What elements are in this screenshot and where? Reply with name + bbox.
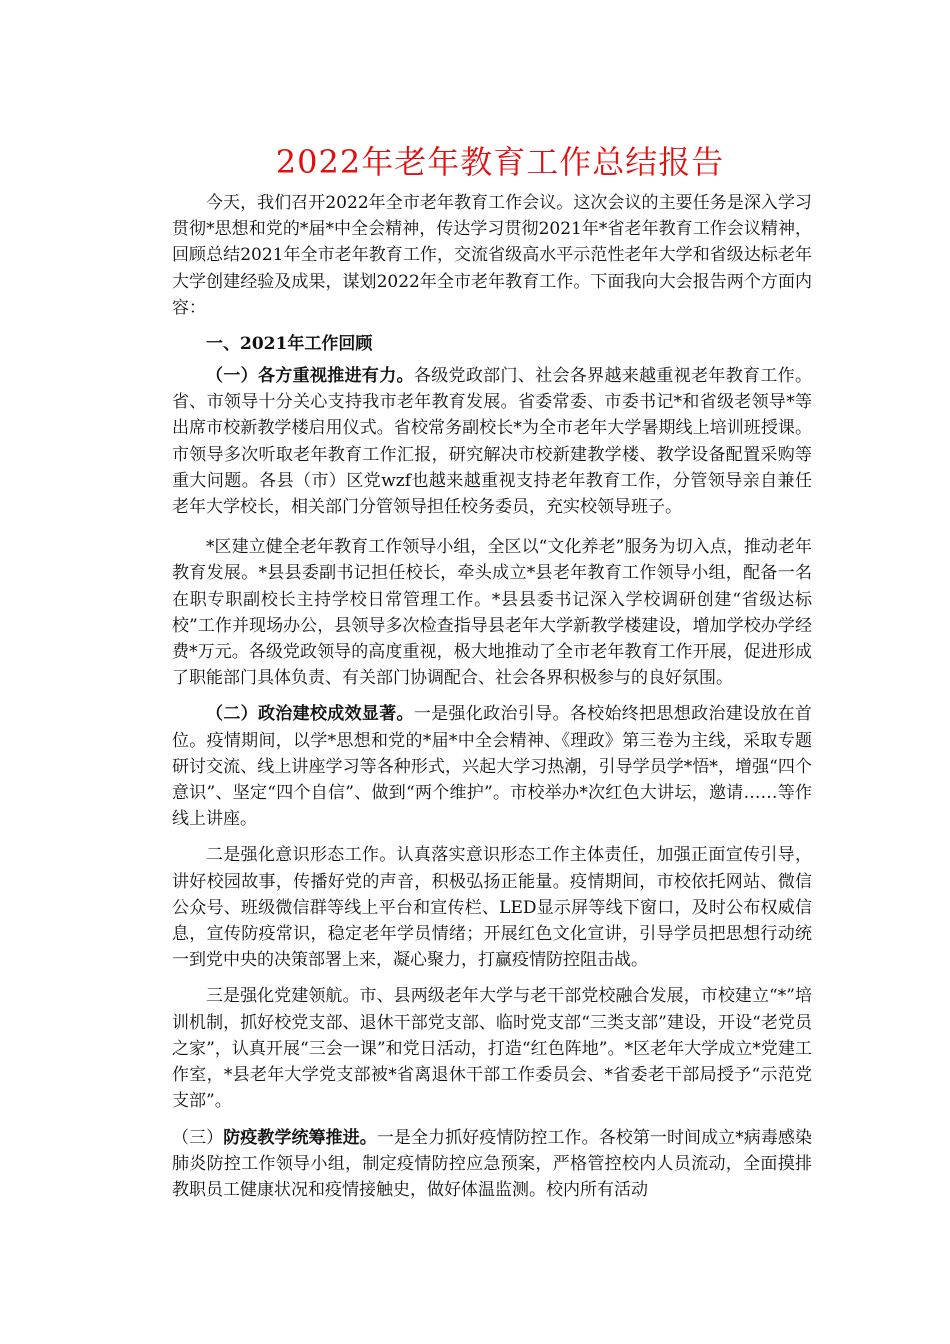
paragraph-support-text: 各级党政部门、社会各界越来越重视老年教育工作。省、市领导十分关心支持我市老年教育发展。省委常委、市委书记*和省级老领导*等出席市校新教学楼启用仪式。省校常务副校长*为全市老年大学暑期线上培训班授课。市领导多次听取老年教育工作汇报，研究解决市校新建教学楼、教学设备配置采购等重大问题。各县（市）区党wzf也越来越重视支持老年教育工作，分管领导亲自兼任老年大学校长，相关部门分管领导担任校务委员，充实校领导班子。 [172,366,813,518]
intro-paragraph: 今天，我们召开2022年全市老年教育工作会议。这次会议的主要任务是深入学习贯彻*思想和党的*届*中全会精神，传达学习贯彻2021年*省老年教育工作会议精神，回顾总结2021年全市老年教育工作，交流省级高水平示范性老年大学和省级达标老年大学创建经验及成果，谋划2022年全市老年教育工作。下面我向大会报告两个方面内容： [172,193,812,318]
subheading-support: （一）各方重视推进有力。 [206,366,414,387]
section-heading-review: 一、2021年工作回顾 [206,334,373,355]
paragraph-party-building: 三是强化党建领航。市、县两级老年大学与老干部党校融合发展，市校建立“*”培训机制，抓好校党支部、退休干部党支部、临时党支部“三类支部”建设，开设“老党员之家”，认真开展“三会一课”和党日活动，打造“红色阵地”。*区老年大学成立*党建工作室，*县老年大学党支部被*省离退休干部工作委员会、*省委老干部局授予“示范党支部”。 [172,986,812,1112]
document-title: 2022年老年教育工作总结报告 [275,143,725,181]
paragraph-support [172,363,812,520]
subheading-epidemic-prefix: （三） [172,1127,224,1148]
document-body [172,190,812,1203]
paragraph-epidemic [172,1125,812,1204]
paragraph-political [172,701,812,832]
subheading-political: （二）政治建校成效显著。 [206,704,414,725]
paragraph-ideology: 二是强化意识形态工作。认真落实意识形态工作主体责任，加强正面宣传引导，讲好校园故事，传播好党的声音，积极弘扬正能量。疫情期间，市校依托网站、微信公众号、班级微信群等线上平台和宣传栏、LED显示屏等线下窗口，及时公布权威信息，宣传防疫常识，稳定老年学员情绪；开展红色文化宣讲，引导学员把思想行动统一到党中央的决策部署上来，凝心聚力，打赢疫情防控阻击战。 [172,845,812,971]
paragraph-political-text: 一是强化政治引导。各校始终把思想政治建设放在首位。疫情期间，以学*思想和党的*届*中全会精神、《理政》第三卷为主线，采取专题研讨交流、线上讲座学习等各种形式，兴起大学习热潮，引导学员学*悟*，增强“四个意识”、坚定“四个自信”、做到“两个维护”。市校举办*次红色大讲坛，邀请……等作线上讲座。 [172,704,813,830]
subheading-epidemic: 防疫教学统筹推进。 [223,1127,377,1148]
paragraph-epidemic-text: 一是全力抓好疫情防控工作。各校第一时间成立*病毒感染肺炎防控工作领导小组，制定疫情防控应急预案，严格管控校内人员流动，全面摸排教职员工健康状况和疫情接触史，做好体温监测。校内所有活动 [172,1127,813,1200]
paragraph-district: *区建立健全老年教育工作领导小组，全区以“文化养老”服务为切入点，推动老年教育发展。*县县委副书记担任校长，牵头成立*县老年教育工作领导小组，配备一名在职专职副校长主持学校日常管理工作。*县县委书记深入学校调研创建“省级达标校”工作并现场办公，县领导多次检查指导县老年大学新教学楼建设，增加学校办学经费*万元。各级党政领导的高度重视，极大地推动了全市老年教育工作开展，促进形成了职能部门具体负责、有关部门协调配合、社会各界积极参与的良好氛围。 [172,537,812,689]
